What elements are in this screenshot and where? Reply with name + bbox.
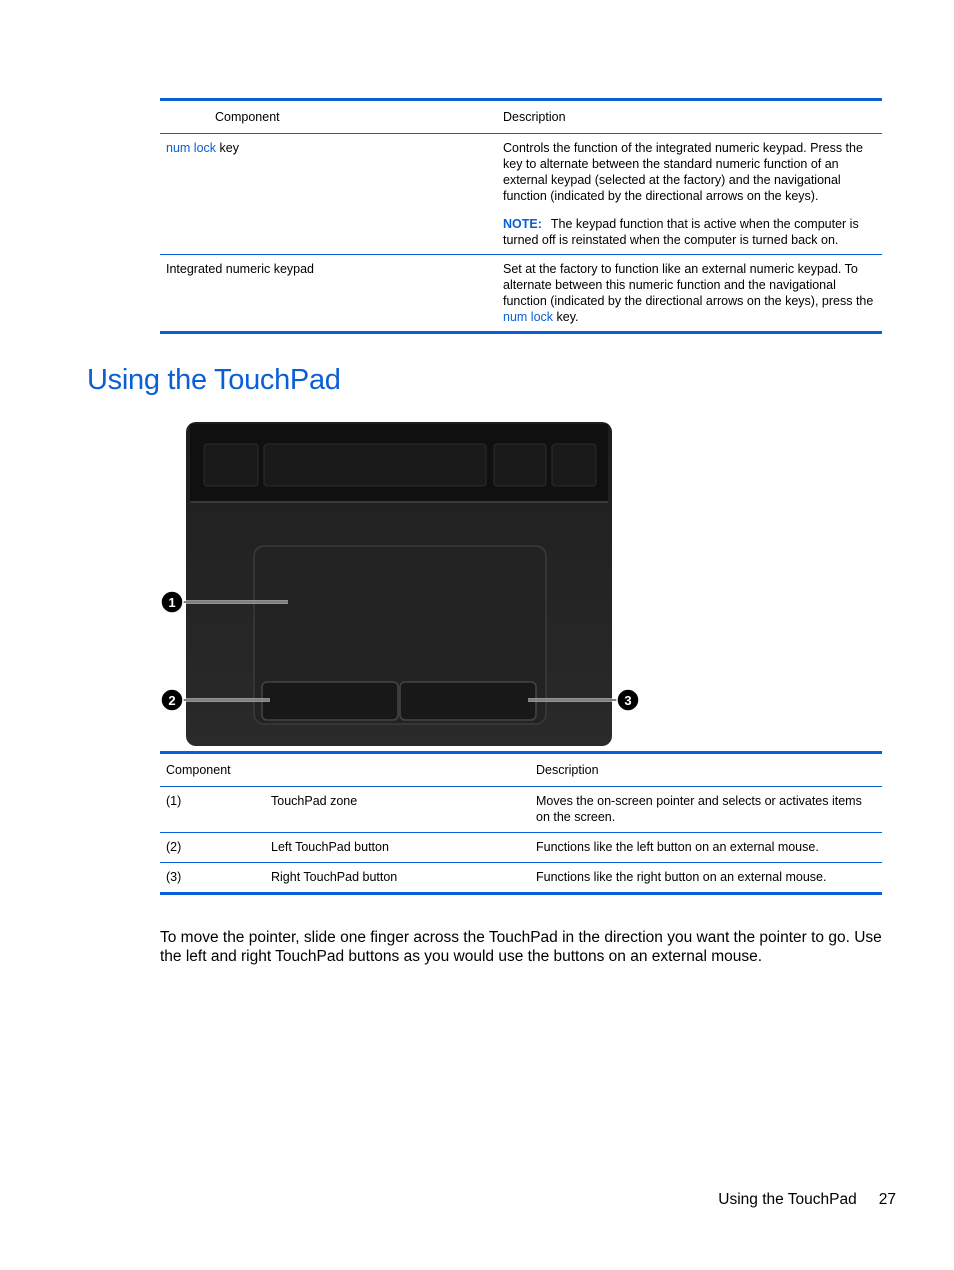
header-component: Component (160, 100, 497, 134)
component-number: (2) (166, 840, 182, 854)
note-text: The keypad function that is active when the computer is turned off is reinstated when the computer is turned back on. (503, 217, 859, 247)
table-row (160, 255, 882, 333)
component-name: Right TouchPad button (271, 870, 398, 884)
key (264, 444, 486, 486)
component-number: (3) (166, 870, 182, 884)
svg-text:3: 3 (624, 693, 632, 708)
component-text: key (216, 141, 239, 155)
footer-section: Using the TouchPad (718, 1191, 857, 1208)
key (552, 444, 596, 486)
key (494, 444, 546, 486)
right-touchpad-button (400, 682, 536, 720)
component-description: Functions like the left button on an external mouse. (536, 840, 819, 854)
table-row (160, 863, 882, 894)
table-header-row (160, 753, 882, 787)
table-row (160, 134, 882, 255)
description-text: Set at the factory to function like an external numeric keypad. To alternate between this numeric function and the navigational function (indicated by the directional arrows on the keys), press the (503, 262, 874, 308)
component-cell: Integrated numeric keypad (166, 262, 315, 276)
section-title: Using the TouchPad (87, 364, 341, 396)
description-cell (497, 134, 882, 255)
table-row (160, 787, 882, 833)
component-description: Moves the on-screen pointer and selects or activates items on the screen. (536, 794, 862, 824)
callout-1 (161, 591, 183, 613)
touchpad-component-table (160, 751, 882, 895)
num-lock-link[interactable]: num lock (166, 141, 217, 155)
description-text-end: key. (553, 310, 579, 324)
body-paragraph: To move the pointer, slide one finger across the TouchPad in the direction you want the pointer to go. Use the left and right TouchPad buttons as you would use the buttons on an external mouse. (160, 929, 882, 965)
header-blank (265, 753, 530, 787)
svg-text:2: 2 (168, 693, 176, 708)
key (204, 444, 258, 486)
header-description: Description (497, 100, 882, 134)
component-name: TouchPad zone (271, 794, 358, 808)
table-header-row (160, 100, 882, 134)
note-label: NOTE: (503, 217, 542, 231)
keypad-component-table (160, 98, 882, 334)
page-number: 27 (878, 1191, 896, 1208)
num-lock-link[interactable]: num lock (503, 310, 554, 324)
component-description: Functions like the right button on an external mouse. (536, 870, 827, 884)
component-name: Left TouchPad button (271, 840, 389, 854)
table-row (160, 833, 882, 863)
header-description: Description (530, 753, 882, 787)
note (503, 216, 876, 248)
description-cell (497, 255, 882, 333)
touchpad-figure (158, 418, 648, 748)
header-component: Component (160, 753, 265, 787)
svg-text:1: 1 (168, 595, 176, 610)
description-text: Controls the function of the integrated numeric keypad. Press the key to alternate between the standard numeric function of an external keypad (selected at the factory) and the navigational function (indicated by the directional arrows on the keys). (503, 141, 863, 203)
component-cell (160, 134, 497, 255)
callout-3 (617, 689, 639, 711)
callout-2 (161, 689, 183, 711)
page-footer (718, 1191, 896, 1209)
component-number: (1) (166, 794, 182, 808)
left-touchpad-button (262, 682, 398, 720)
